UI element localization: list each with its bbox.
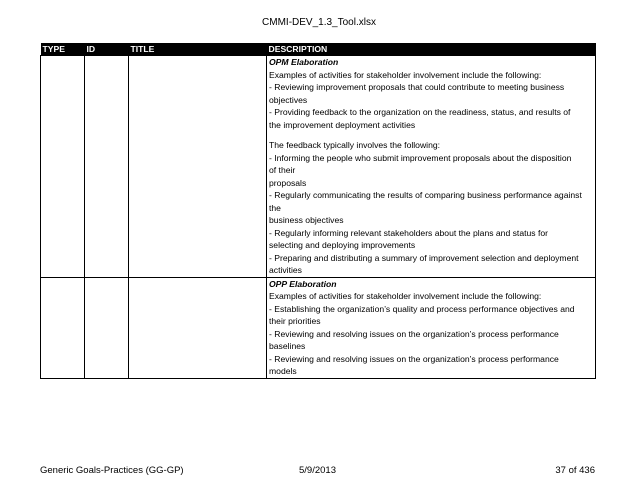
description-line: - Establishing the organization’s quality and process performance objectives and	[269, 303, 575, 314]
spreadsheet-table	[40, 43, 596, 379]
description-line: - Reviewing and resolving issues on the organization’s process performance	[269, 353, 559, 364]
description-line: proposals	[269, 177, 307, 188]
description-line: - Providing feedback to the organization on the readiness, status, and results of	[269, 107, 571, 117]
column-header-title: TITLE	[129, 43, 267, 56]
description-line: - Preparing and distributing a summary of improvement selection and deployment	[269, 252, 579, 263]
footer-sheet-name: Generic Goals-Practices (GG-GP)	[40, 465, 184, 476]
description-line: selecting and deploying improvements	[269, 240, 416, 250]
table-row	[41, 277, 596, 378]
table-row	[41, 56, 596, 278]
type-cell	[41, 277, 85, 378]
column-header-type: TYPE	[41, 43, 85, 56]
page-header-filename: CMMI-DEV_1.3_Tool.xlsx	[262, 17, 376, 28]
description-line: - Regularly informing relevant stakeholders about the plans and status for	[269, 227, 548, 238]
description-cell	[267, 56, 596, 278]
description-line: their priorities	[269, 316, 321, 326]
description-line: - Reviewing and resolving issues on the organization’s process performance	[269, 328, 559, 339]
type-cell	[41, 56, 85, 278]
description-line: business objectives	[269, 215, 344, 225]
description-line: baselines	[269, 341, 306, 351]
column-header-id: ID	[85, 43, 129, 56]
description-cell	[267, 277, 596, 378]
description-line: - Informing the people who submit improvement proposals about the disposition	[269, 152, 572, 163]
id-cell	[85, 277, 129, 378]
description-line: of their	[269, 165, 296, 175]
description-line: activities	[269, 265, 302, 275]
page-footer	[40, 465, 595, 477]
description-line: The feedback typically involves the following:	[269, 140, 441, 150]
header-row	[41, 43, 596, 56]
description-line: the	[269, 202, 281, 213]
description-heading: OPP Elaboration	[269, 278, 337, 289]
description-spacer	[269, 131, 593, 139]
title-cell	[129, 277, 267, 378]
description-line: the improvement deployment activities	[269, 119, 416, 130]
description-heading: OPM Elaboration	[269, 57, 339, 67]
description-line: Examples of activities for stakeholder involvement include the following:	[269, 291, 542, 301]
id-cell	[85, 56, 129, 278]
footer-page-number: 37 of 436	[555, 465, 595, 476]
description-line: objectives	[269, 94, 308, 105]
column-header-description: DESCRIPTION	[267, 43, 596, 56]
description-line: - Regularly communicating the results of comparing business performance against	[269, 190, 582, 200]
description-line: - Reviewing improvement proposals that could contribute to meeting business	[269, 82, 565, 92]
title-cell	[129, 56, 267, 278]
footer-date: 5/9/2013	[299, 465, 336, 476]
description-line: Examples of activities for stakeholder involvement include the following:	[269, 69, 542, 80]
description-line: models	[269, 366, 297, 376]
